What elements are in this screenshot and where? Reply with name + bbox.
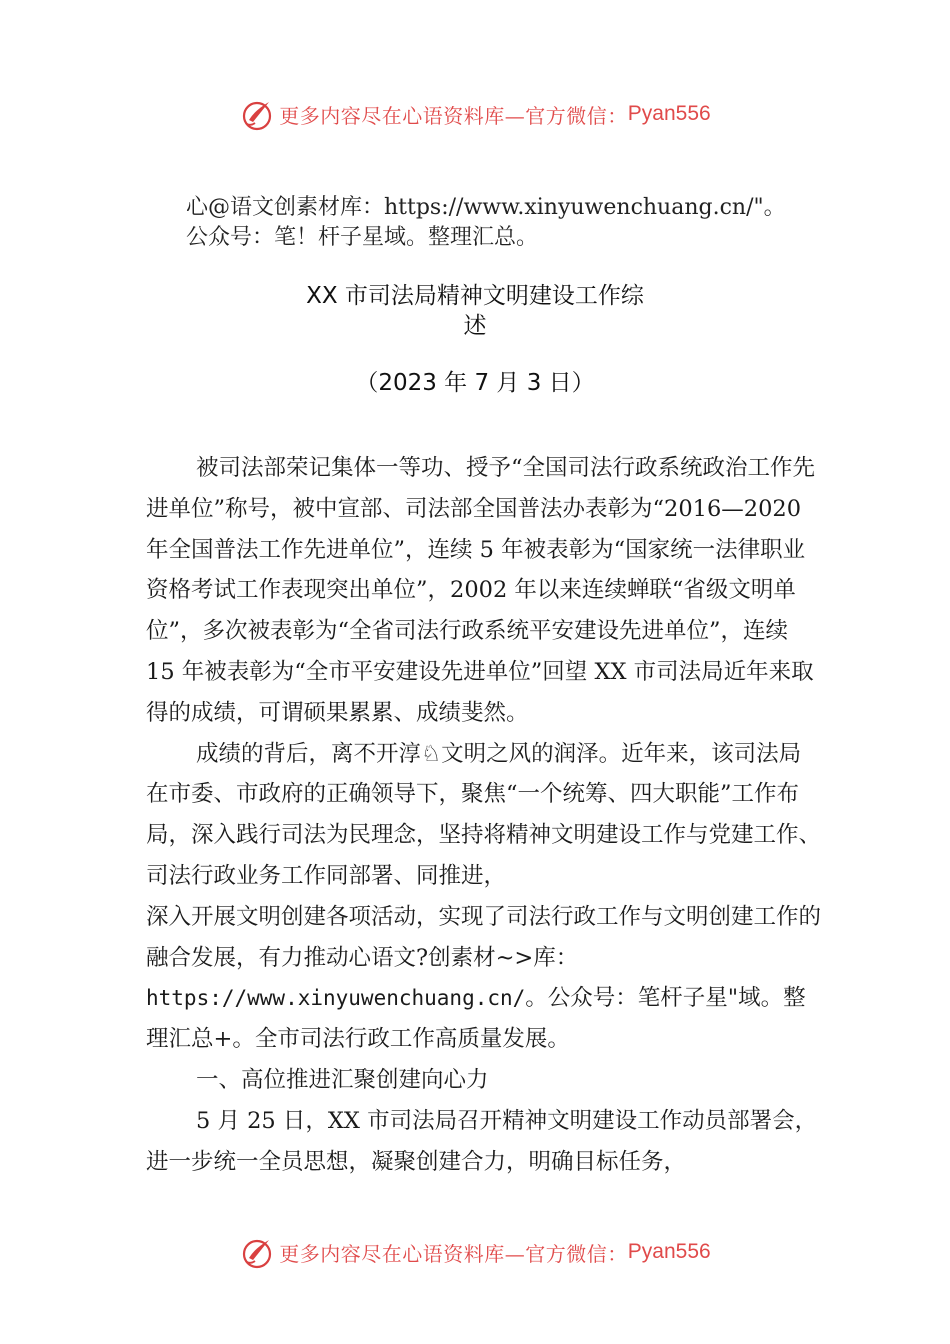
banner-wechat-id: Pyan556 [627,1240,711,1263]
paragraph-3: 5 月 25 日，XX 市司法局召开精神文明建设工作动员部署会，进一步统一全员思想，凝聚创建合力，明确目标任务， [146,1107,818,1175]
document-title-line-1: XX 市司法局精神文明建设工作综 [306,283,644,309]
paragraph-2-part-b: 深入开展文明创建各项活动，实现了司法行政工作与文明创建工作的融合发展，有力推动心语文?创素材~>库： [146,903,822,971]
paragraph-2-part-c: 。公众号：笔杆子星"域。整理汇总+。全市司法行政工作高质量发展。 [146,985,806,1053]
paragraph-2-part-a: 成绩的背后，离不开淳♘文明之风的润泽。近年来，该司法局在市委、市政府的正确领导下，聚焦“一个统筹、四大职能”工作布局，深入践行司法为民理念，坚持将精神文明建设工作与党建工作、司法行政业务工作同部署、同推进， [146,740,822,889]
banner-text: 更多内容尽在心语资料库—官方微信： [279,1241,628,1266]
brush-logo-icon [239,96,275,132]
paragraph-2-url: https://www.xinyuwenchuang.cn/ [146,986,526,1011]
body-text [146,448,822,1182]
document-title-line-2: 述 [463,313,487,339]
banner-wechat-id: Pyan556 [627,102,711,125]
source-line-1: 心@语文创素材库：https://www.xinyuwenchuang.cn/"。 [186,195,786,220]
banner-text: 更多内容尽在心语资料库—官方微信： [279,103,628,128]
document-date: （2023 年 7 月 3 日） [355,370,595,396]
paragraph-2 [146,734,822,1060]
paragraph-1: 被司法部荣记集体一等功、授予“全国司法行政系统政治工作先进单位”称号，被中宣部、司法部全国普法办表彰为“2016—2020 年全国普法工作先进单位”，连续 5 年被表彰为“国家统一法律职业资格考试工作表现突出单位”，2002 年以来连续蝉联“省级文明单位”，多次被表彰为“全省司法行政系统平安建设先进单位”，连续 15 年被表彰为“全市平安建设先进单位”回望 XX 市司法局近年来取得的成绩，可谓硕果累累、成绩斐然。 [146,455,816,726]
footer-banner [0,1232,950,1272]
header-banner [0,94,950,134]
section-heading-1: 一、高位推进汇聚创建向心力 [196,1066,489,1093]
brush-logo-icon [239,1234,275,1270]
source-note [186,193,886,253]
source-line-2: 公众号：笔！杆子星域。整理汇总。 [186,225,539,250]
